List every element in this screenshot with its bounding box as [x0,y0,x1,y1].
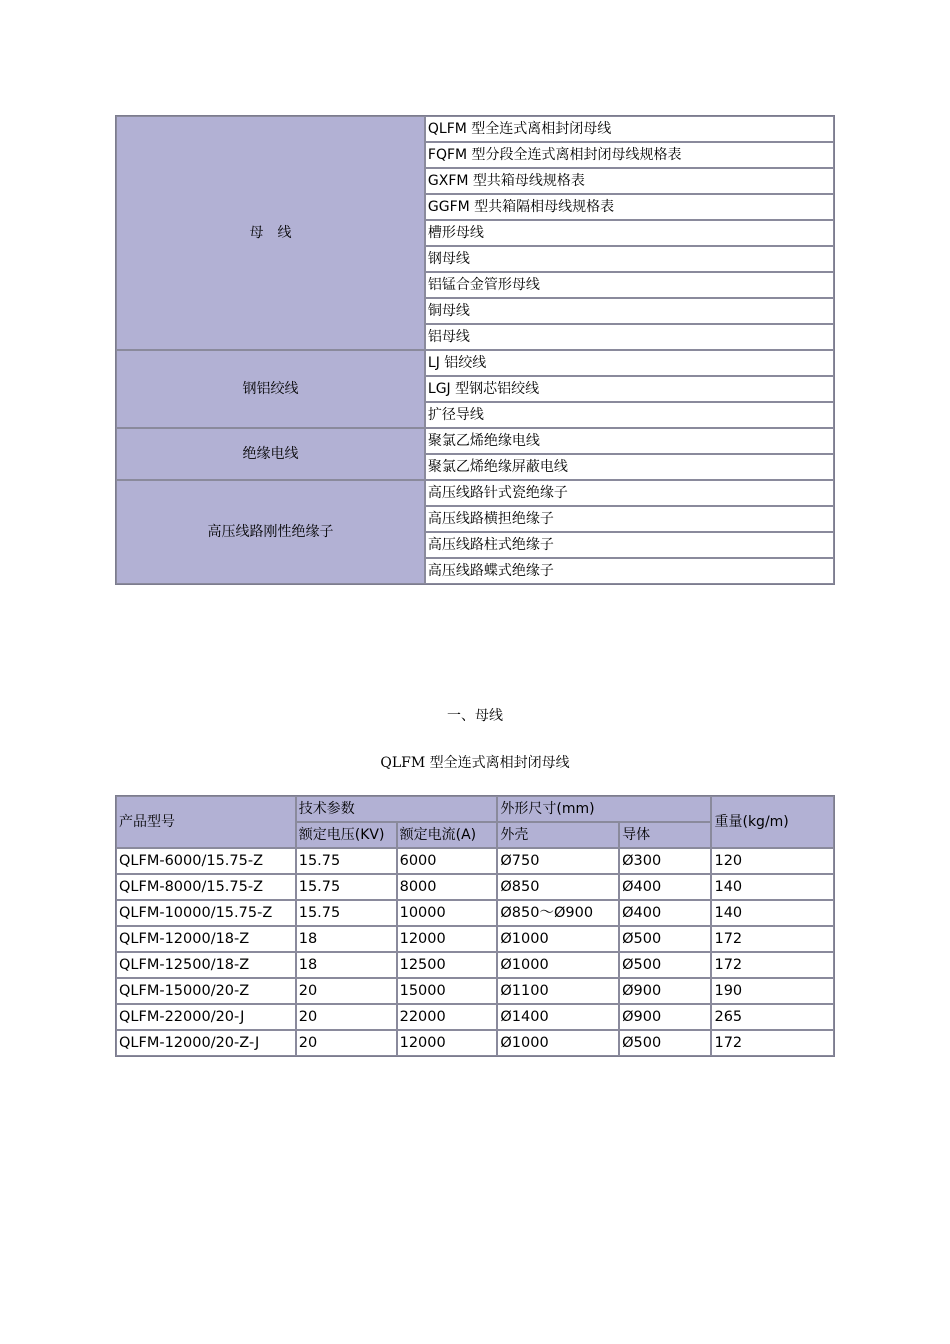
voltage-cell: 15.75 [296,848,397,874]
weight-cell: 265 [711,1004,834,1030]
catalog-row [116,116,834,142]
model-cell: QLFM-8000/15.75-Z [116,874,296,900]
catalog-item-link[interactable]: 扩径导线 [425,402,834,428]
weight-cell: 172 [711,926,834,952]
conductor-cell: Ø500 [619,952,711,978]
weight-cell: 172 [711,1030,834,1056]
conductor-cell: Ø500 [619,926,711,952]
voltage-cell: 18 [296,952,397,978]
col-current-header: 额定电流(A) [397,822,498,848]
current-cell: 12500 [397,952,498,978]
table-row [116,926,834,952]
current-cell: 8000 [397,874,498,900]
table-title: QLFM 型全连式离相封闭母线 [380,755,570,771]
catalog-item-link[interactable]: 槽形母线 [425,220,834,246]
weight-cell: 172 [711,952,834,978]
table-row [116,848,834,874]
weight-cell: 190 [711,978,834,1004]
col-weight-header: 重量(kg/m) [711,796,834,848]
table-row [116,952,834,978]
model-cell: QLFM-22000/20-J [116,1004,296,1030]
voltage-cell: 20 [296,1004,397,1030]
model-cell: QLFM-12000/20-Z-J [116,1030,296,1056]
conductor-cell: Ø500 [619,1030,711,1056]
current-cell: 15000 [397,978,498,1004]
catalog-table [115,115,835,585]
catalog-row [116,428,834,454]
current-cell: 12000 [397,926,498,952]
shell-cell: Ø1000 [497,1030,619,1056]
voltage-cell: 20 [296,1030,397,1056]
catalog-row [116,350,834,376]
catalog-item-link[interactable]: QLFM 型全连式离相封闭母线 [425,116,834,142]
catalog-item-link[interactable]: 高压线路横担绝缘子 [425,506,834,532]
voltage-cell: 15.75 [296,874,397,900]
conductor-cell: Ø900 [619,978,711,1004]
conductor-cell: Ø400 [619,900,711,926]
weight-cell: 140 [711,874,834,900]
catalog-item-link[interactable]: 铝锰合金管形母线 [425,272,834,298]
conductor-cell: Ø400 [619,874,711,900]
model-cell: QLFM-15000/20-Z [116,978,296,1004]
catalog-item-link[interactable]: FQFM 型分段全连式离相封闭母线规格表 [425,142,834,168]
shell-cell: Ø1000 [497,952,619,978]
catalog-item-link[interactable]: 钢母线 [425,246,834,272]
catalog-item-link[interactable]: 铝母线 [425,324,834,350]
model-cell: QLFM-10000/15.75-Z [116,900,296,926]
voltage-cell: 18 [296,926,397,952]
shell-cell: Ø850 [497,874,619,900]
tech-params-header: 技术参数 [296,796,498,822]
shell-cell: Ø750 [497,848,619,874]
spec-header-row-1 [116,796,834,822]
catalog-item-link[interactable]: 聚氯乙烯绝缘电线 [425,428,834,454]
shell-cell: Ø1100 [497,978,619,1004]
col-model-header: 产品型号 [116,796,296,848]
conductor-cell: Ø300 [619,848,711,874]
col-voltage-header: 额定电压(KV) [296,822,397,848]
weight-cell: 140 [711,900,834,926]
weight-cell: 120 [711,848,834,874]
col-shell-header: 外壳 [497,822,619,848]
table-row [116,1004,834,1030]
model-cell: QLFM-12500/18-Z [116,952,296,978]
voltage-cell: 20 [296,978,397,1004]
catalog-item-link[interactable]: 聚氯乙烯绝缘屏蔽电线 [425,454,834,480]
catalog-item-link[interactable]: 高压线路针式瓷绝缘子 [425,480,834,506]
catalog-item-link[interactable]: GGFM 型共箱隔相母线规格表 [425,194,834,220]
current-cell: 10000 [397,900,498,926]
shell-cell: Ø1000 [497,926,619,952]
catalog-group-name: 钢铝绞线 [116,350,425,428]
catalog-item-link[interactable]: 铜母线 [425,298,834,324]
catalog-item-link[interactable]: LJ 铝绞线 [425,350,834,376]
table-row [116,874,834,900]
catalog-item-link[interactable]: 高压线路柱式绝缘子 [425,532,834,558]
spec-table [115,795,835,1057]
table-row [116,900,834,926]
table-row [116,978,834,1004]
shell-cell: Ø850～Ø900 [497,900,619,926]
voltage-cell: 15.75 [296,900,397,926]
catalog-item-link[interactable]: GXFM 型共箱母线规格表 [425,168,834,194]
current-cell: 12000 [397,1030,498,1056]
model-cell: QLFM-12000/18-Z [116,926,296,952]
current-cell: 6000 [397,848,498,874]
catalog-group-name: 母 线 [116,116,425,350]
catalog-group-name: 高压线路刚性绝缘子 [116,480,425,584]
shell-cell: Ø1400 [497,1004,619,1030]
table-row [116,1030,834,1056]
dimensions-header: 外形尺寸(mm) [497,796,711,822]
catalog-item-link[interactable]: LGJ 型钢芯铝绞线 [425,376,834,402]
catalog-item-link[interactable]: 高压线路蝶式绝缘子 [425,558,834,584]
model-cell: QLFM-6000/15.75-Z [116,848,296,874]
catalog-row [116,480,834,506]
section-heading: 一、母线 [447,708,503,724]
current-cell: 22000 [397,1004,498,1030]
col-conductor-header: 导体 [619,822,711,848]
catalog-group-name: 绝缘电线 [116,428,425,480]
conductor-cell: Ø900 [619,1004,711,1030]
